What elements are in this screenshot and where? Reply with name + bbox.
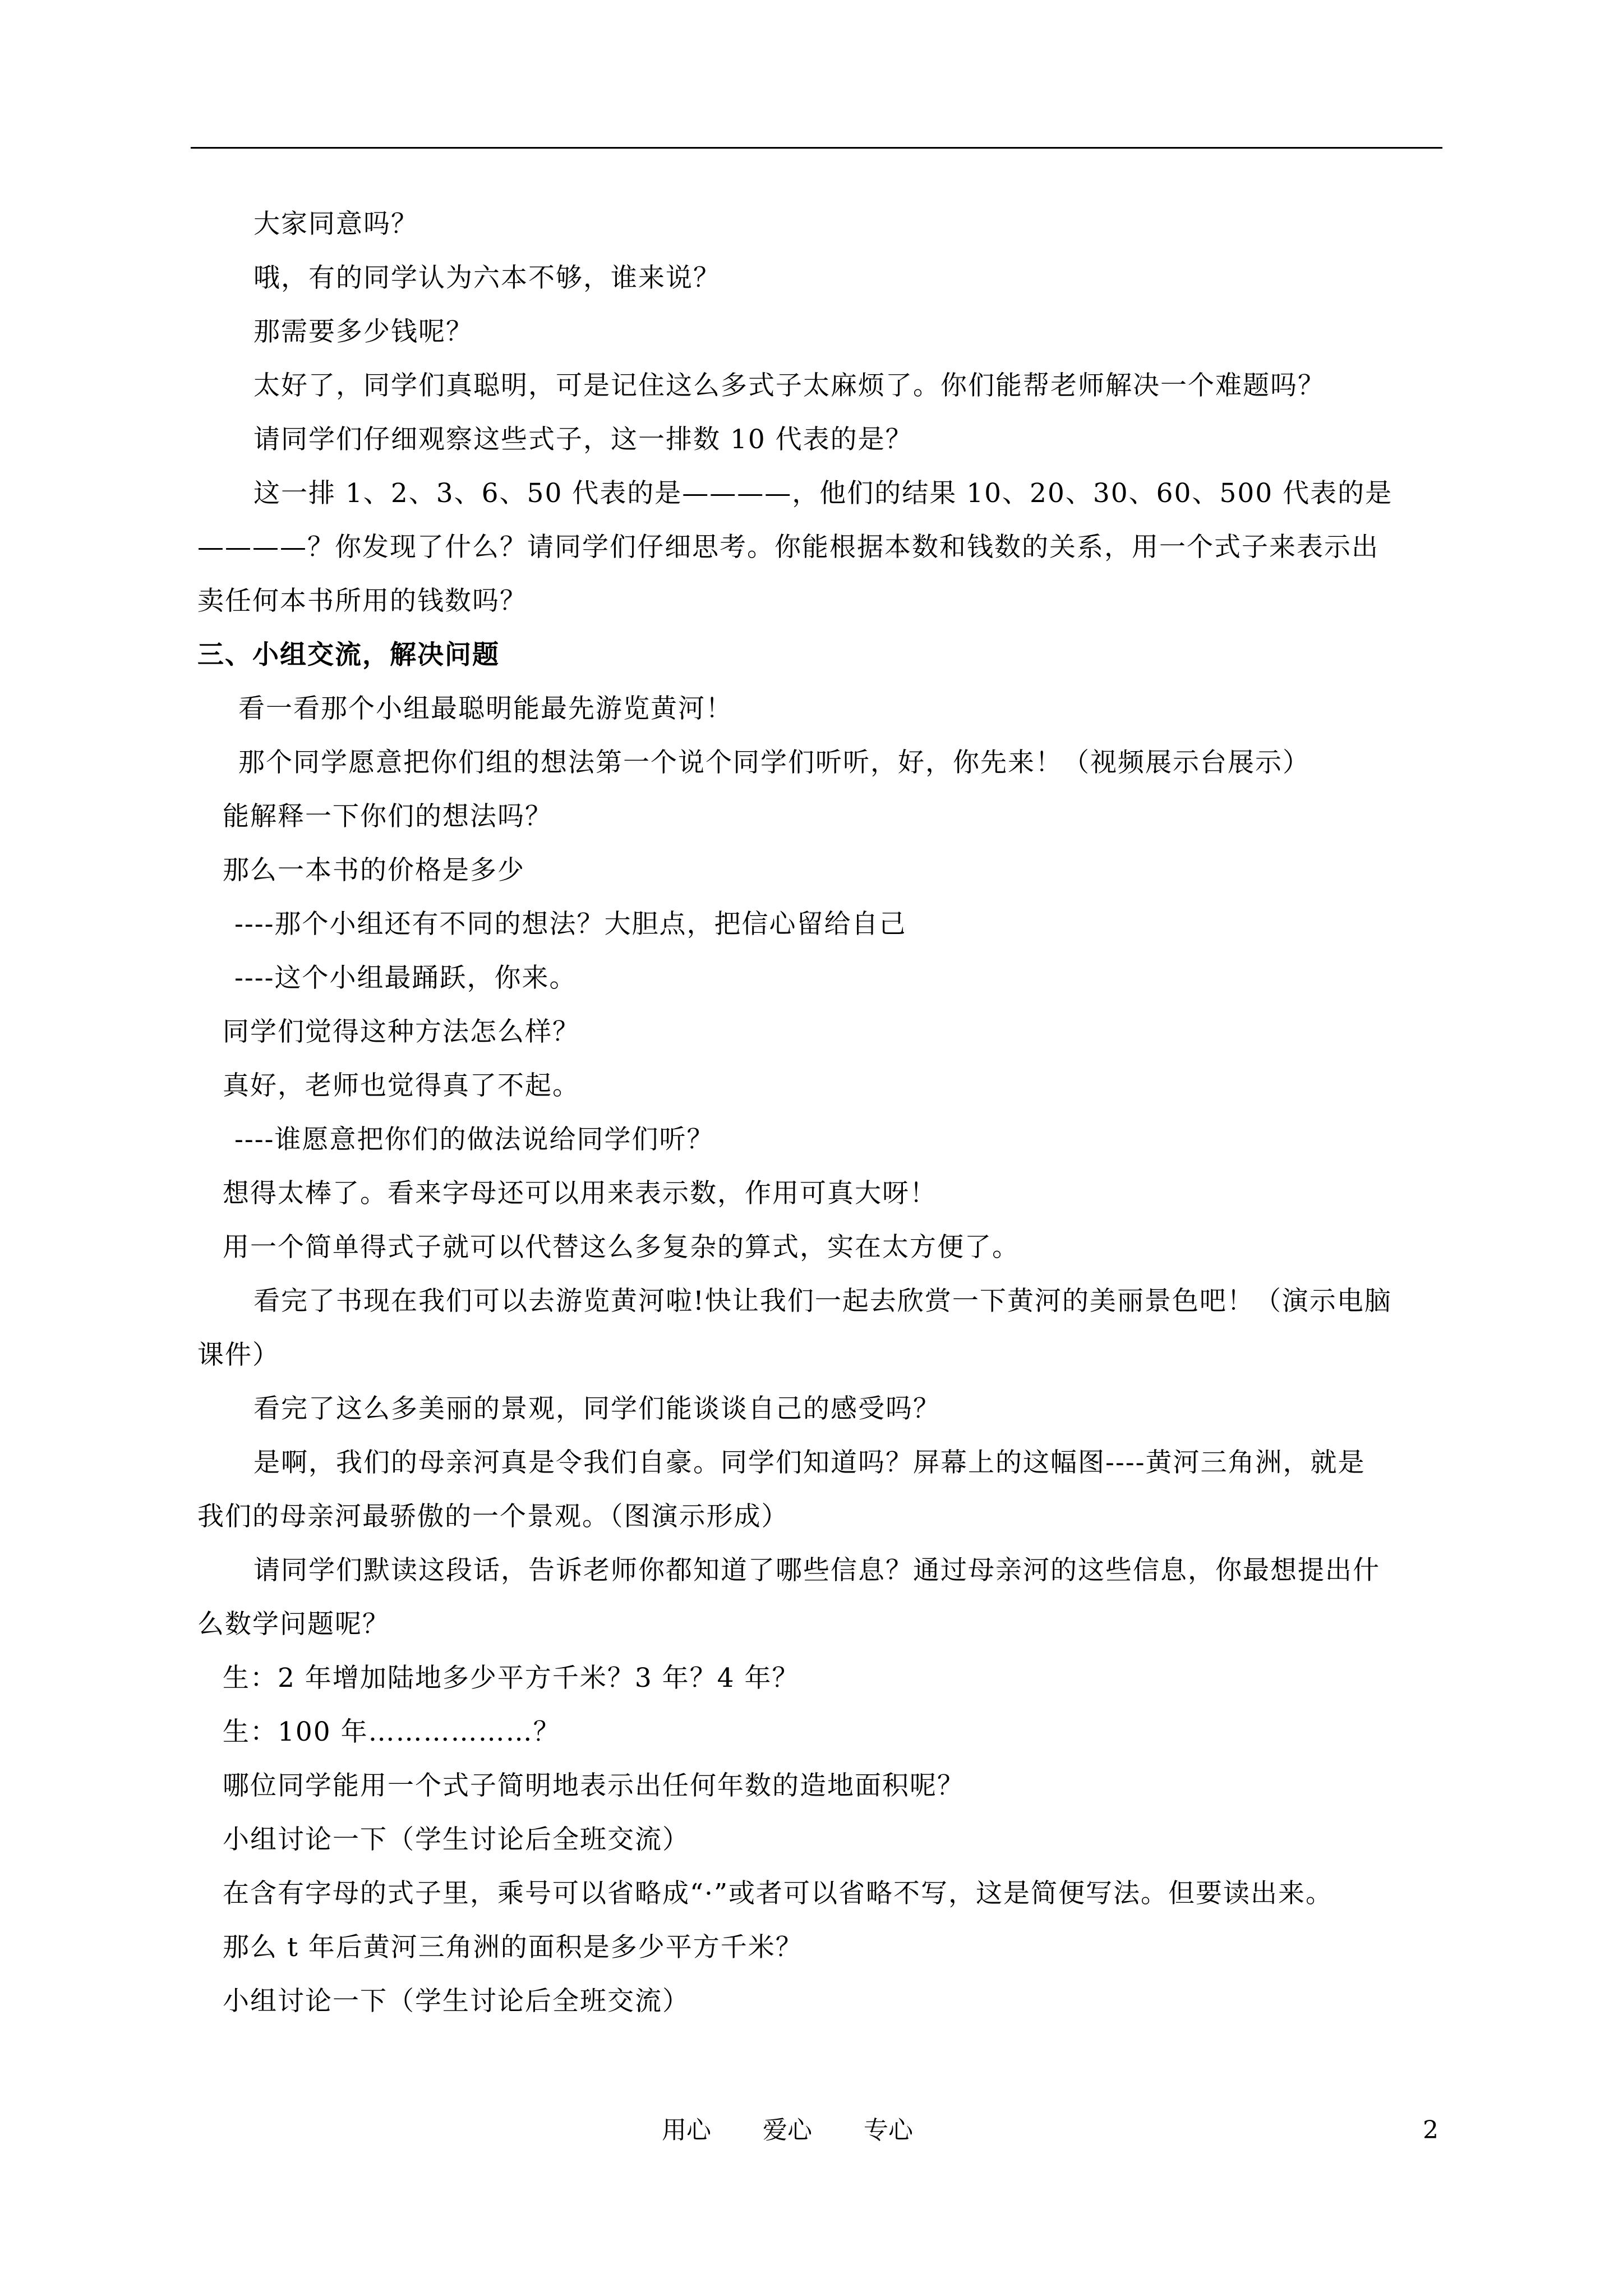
paragraph-line: 小组讨论一下（学生讨论后全班交流）	[223, 1986, 690, 2017]
paragraph-line: 真好，老师也觉得真了不起。	[223, 1070, 580, 1101]
paragraph-line: 哦，有的同学认为六本不够，谁来说？	[253, 263, 721, 293]
paragraph-line: ————？你发现了什么？请同学们仔细思考。你能根据本数和钱数的关系，用一个式子来表示出	[197, 532, 1379, 563]
paragraph-line: 同学们觉得这种方法怎么样？	[223, 1016, 580, 1047]
paragraph-line: 这一排 1、2、3、6、50 代表的是————，他们的结果 10、20、30、60、500 代表的是	[253, 478, 1393, 509]
paragraph-line: ----那个小组还有不同的想法？大胆点，把信心留给自己	[234, 909, 907, 940]
paragraph-line: 是啊，我们的母亲河真是令我们自豪。同学们知道吗？屏幕上的这幅图----黄河三角洲，就是	[253, 1447, 1366, 1478]
paragraph-line: ----这个小组最踊跃，你来。	[234, 963, 577, 993]
paragraph-line: 看完了这么多美丽的景观，同学们能谈谈自己的感受吗？	[253, 1393, 940, 1424]
paragraph-line: 用一个简单得式子就可以代替这么多复杂的算式，实在太方便了。	[223, 1232, 1020, 1263]
paragraph-line: 请同学们仔细观察这些式子，这一排数 10 代表的是？	[253, 424, 913, 455]
paragraph-line: 么数学问题呢？	[197, 1609, 390, 1640]
page-number: 2	[1423, 2116, 1438, 2145]
paragraph-line: 能解释一下你们的想法吗？	[223, 801, 552, 832]
paragraph-line: 课件）	[197, 1340, 280, 1370]
paragraph-line: 想得太棒了。看来字母还可以用来表示数，作用可真大呀！	[223, 1178, 937, 1209]
paragraph-line: 那需要多少钱呢？	[253, 316, 473, 347]
paragraph-line: 请同学们默读这段话，告诉老师你都知道了哪些信息？通过母亲河的这些信息，你最想提出什	[253, 1555, 1380, 1586]
paragraph-line: 那么 t 年后黄河三角洲的面积是多少平方千米？	[223, 1932, 803, 1963]
paragraph-line: 太好了，同学们真聪明，可是记住这么多式子太麻烦了。你们能帮老师解决一个难题吗？	[253, 370, 1325, 401]
paragraph-line: 我们的母亲河最骄傲的一个景观。（图演示形成）	[197, 1501, 789, 1532]
section-heading: 三、小组交流，解决问题	[197, 639, 500, 670]
footer-motto: 爱心	[763, 2116, 812, 2145]
paragraph-line: 看一看那个小组最聪明能最先游览黄河！	[238, 693, 733, 724]
paragraph-line: 在含有字母的式子里，乘号可以省略成“·”或者可以省略不写，这是简便写法。但要读出来。	[223, 1878, 1333, 1909]
paragraph-line: 小组讨论一下（学生讨论后全班交流）	[223, 1824, 690, 1855]
header-rule	[191, 147, 1442, 149]
paragraph-line: ----谁愿意把你们的做法说给同学们听？	[234, 1124, 714, 1155]
footer-mottos	[662, 2115, 913, 2146]
paragraph-line: 生：2 年增加陆地多少平方千米？3 年？4 年？	[223, 1663, 800, 1694]
paragraph-line: 哪位同学能用一个式子简明地表示出任何年数的造地面积呢？	[223, 1770, 965, 1801]
paragraph-line: 看完了书现在我们可以去游览黄河啦!快让我们一起去欣赏一下黄河的美丽景色吧！（演示电脑	[253, 1286, 1392, 1317]
footer-motto: 专心	[864, 2116, 913, 2145]
paragraph-line: 那么一本书的价格是多少	[223, 855, 525, 886]
paragraph-line: 大家同意吗？	[253, 209, 418, 240]
paragraph-line: 卖任何本书所用的钱数吗？	[197, 586, 527, 616]
paragraph-line: 那个同学愿意把你们组的想法第一个说个同学们听听，好，你先来！（视频展示台展示）	[238, 747, 1310, 778]
footer-motto: 用心	[662, 2116, 711, 2145]
paragraph-line: 生：100 年………………？	[223, 1717, 561, 1747]
